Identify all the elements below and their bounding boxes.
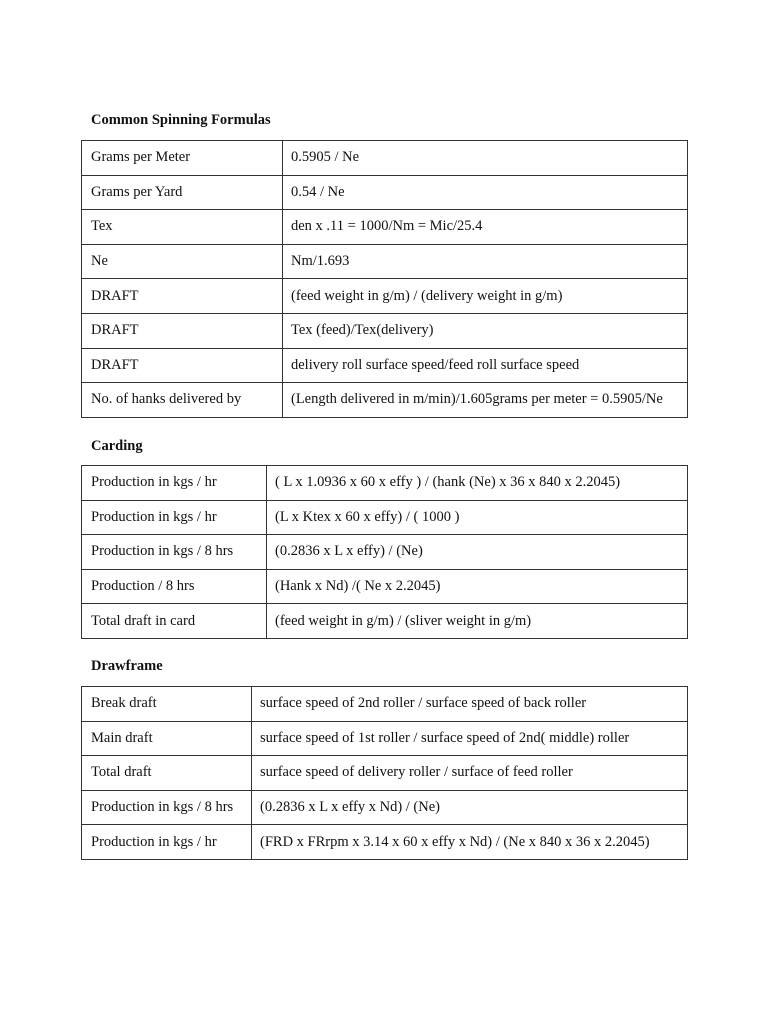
formula-value: (Hank x Nd) /( Ne x 2.2045) [267, 569, 688, 604]
formula-label: Production in kgs / hr [82, 500, 267, 535]
drawframe-table [81, 686, 688, 860]
formula-value: (Length delivered in m/min)/1.605grams per meter = 0.5905/Ne [283, 383, 688, 418]
formula-value: surface speed of 2nd roller / surface speed of back roller [252, 687, 688, 722]
table-row [82, 535, 688, 570]
formula-label: Production in kgs / hr [82, 825, 252, 860]
formula-label: Production / 8 hrs [82, 569, 267, 604]
formula-label: Ne [82, 244, 283, 279]
table-row [82, 175, 688, 210]
formula-value: (L x Ktex x 60 x effy) / ( 1000 ) [267, 500, 688, 535]
table-row [82, 244, 688, 279]
formula-value: surface speed of 1st roller / surface speed of 2nd( middle) roller [252, 721, 688, 756]
table-row [82, 500, 688, 535]
formula-value: surface speed of delivery roller / surface of feed roller [252, 756, 688, 791]
formula-value: den x .11 = 1000/Nm = Mic/25.4 [283, 210, 688, 245]
formula-label: Grams per Yard [82, 175, 283, 210]
table-row [82, 825, 688, 860]
table-row [82, 604, 688, 639]
formula-value: (0.2836 x L x effy) / (Ne) [267, 535, 688, 570]
table-row [82, 687, 688, 722]
table-row [82, 210, 688, 245]
table-row [82, 279, 688, 314]
formula-value: 0.54 / Ne [283, 175, 688, 210]
formula-label: Production in kgs / hr [82, 466, 267, 501]
section-heading-carding: Carding [91, 438, 143, 454]
formula-value: ( L x 1.0936 x 60 x effy ) / (hank (Ne) x 36 x 840 x 2.2045) [267, 466, 688, 501]
formula-label: Production in kgs / 8 hrs [82, 535, 267, 570]
formula-label: Total draft [82, 756, 252, 791]
table-row [82, 790, 688, 825]
table-row [82, 141, 688, 176]
common-spinning-formulas-table [81, 140, 688, 418]
formula-value: (FRD x FRrpm x 3.14 x 60 x effy x Nd) / (Ne x 840 x 36 x 2.2045) [252, 825, 688, 860]
formula-label: Production in kgs / 8 hrs [82, 790, 252, 825]
formula-label: Tex [82, 210, 283, 245]
table-row [82, 466, 688, 501]
formula-label: Grams per Meter [82, 141, 283, 176]
table-row [82, 756, 688, 791]
formula-label: Total draft in card [82, 604, 267, 639]
table-row [82, 313, 688, 348]
formula-label: DRAFT [82, 348, 283, 383]
formula-label: DRAFT [82, 313, 283, 348]
table-row [82, 383, 688, 418]
formula-value: (0.2836 x L x effy x Nd) / (Ne) [252, 790, 688, 825]
table-row [82, 721, 688, 756]
section-heading-drawframe: Drawframe [91, 658, 163, 674]
table-row [82, 348, 688, 383]
formula-value: Tex (feed)/Tex(delivery) [283, 313, 688, 348]
formula-label: DRAFT [82, 279, 283, 314]
formula-label: Break draft [82, 687, 252, 722]
carding-table [81, 465, 688, 639]
section-heading-common-spinning-formulas: Common Spinning Formulas [91, 112, 271, 128]
formula-value: (feed weight in g/m) / (sliver weight in g/m) [267, 604, 688, 639]
table-row [82, 569, 688, 604]
formula-value: (feed weight in g/m) / (delivery weight in g/m) [283, 279, 688, 314]
formula-value: delivery roll surface speed/feed roll surface speed [283, 348, 688, 383]
formula-label: No. of hanks delivered by [82, 383, 283, 418]
formula-label: Main draft [82, 721, 252, 756]
formula-value: Nm/1.693 [283, 244, 688, 279]
formula-value: 0.5905 / Ne [283, 141, 688, 176]
